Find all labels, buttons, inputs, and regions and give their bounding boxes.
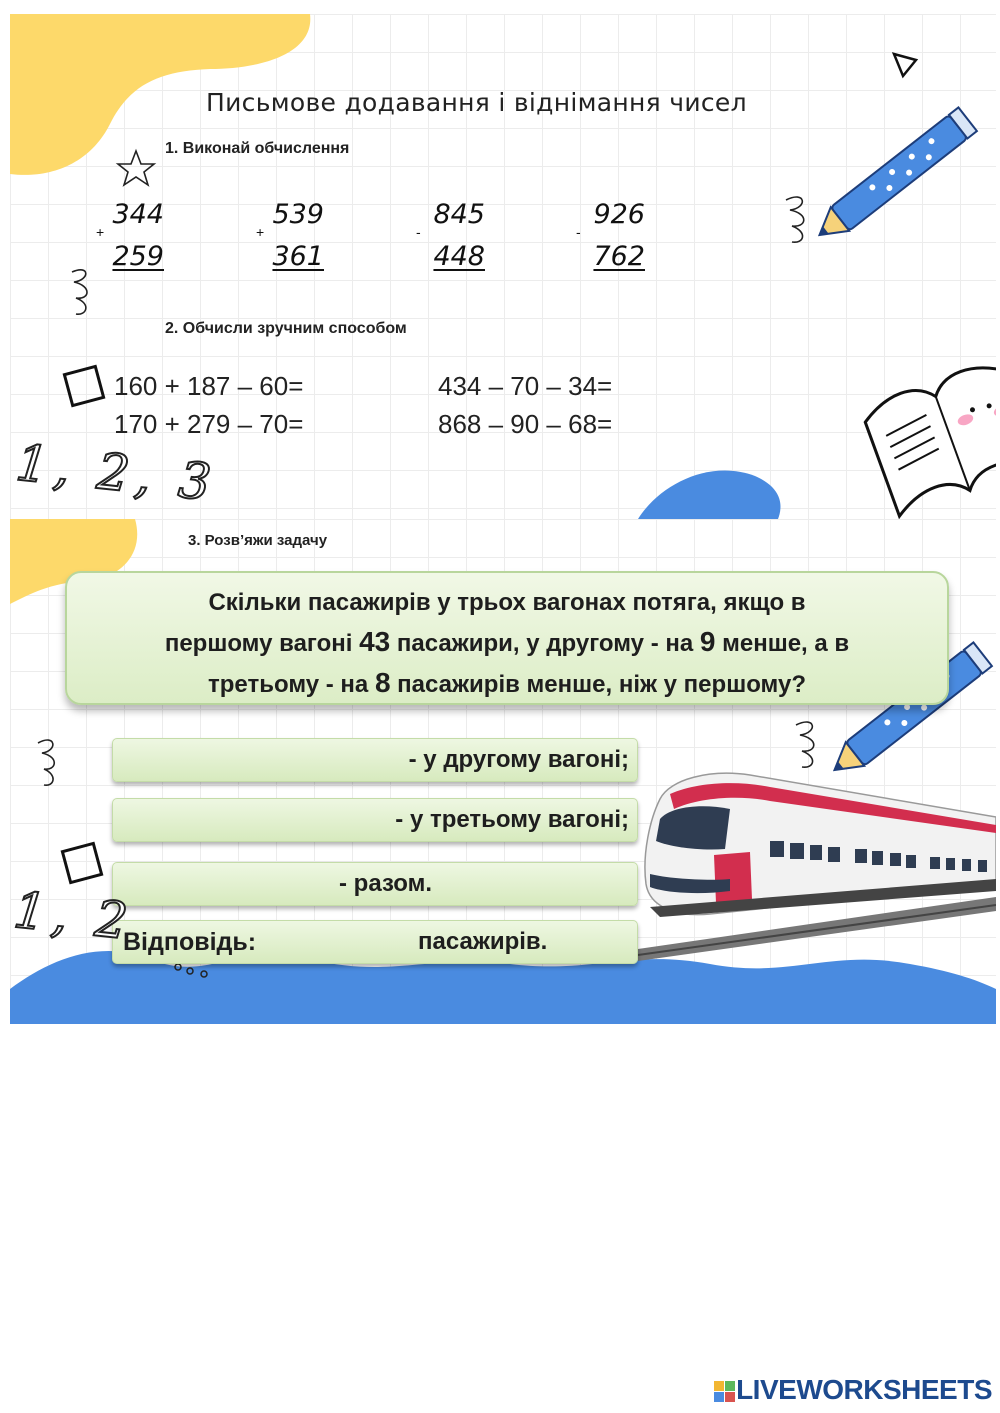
answer-label: - у третьому вагоні; <box>395 806 629 833</box>
train-icon <box>638 773 996 961</box>
numbers-doodle-2: 1, 2 <box>11 880 137 952</box>
operand-bottom: 361 <box>272 241 324 272</box>
operand-top: 845 <box>433 199 485 230</box>
task-2-label: 2. Обчисли зручним способом <box>165 320 407 337</box>
expression-4: 868 – 90 – 68= <box>438 409 613 439</box>
squiggle-doodle-3 <box>38 740 54 785</box>
answer-field-total[interactable] <box>112 862 638 906</box>
page-title: Письмове додавання і віднімання чисел <box>206 88 747 117</box>
triangle-doodle <box>894 54 916 76</box>
problem-line-3 <box>81 663 933 704</box>
blue-wave <box>638 471 780 519</box>
logo-icon <box>714 1381 736 1403</box>
squiggle-doodle-4 <box>796 722 814 767</box>
operation-sign: + <box>256 224 265 240</box>
problem-line-2 <box>81 622 933 663</box>
expression-1: 160 + 187 – 60= <box>114 371 304 401</box>
operand-bottom: 762 <box>593 241 645 272</box>
final-answer-label: Відповідь: <box>123 928 257 956</box>
square-doodle-2 <box>62 843 101 882</box>
liveworksheets-logo <box>714 1374 992 1406</box>
operand-bottom: 448 <box>433 241 485 272</box>
book-icon <box>860 357 996 516</box>
task-1-label: 1. Виконай обчислення <box>165 140 350 157</box>
expression-3: 434 – 70 – 34= <box>438 371 613 401</box>
number-second-diff: 9 <box>699 626 716 657</box>
numbers-doodle: 1, 2, 3 <box>13 433 220 513</box>
number-first-wagon: 43 <box>359 626 391 657</box>
square-doodle <box>64 366 103 405</box>
operand-bottom: 259 <box>112 241 164 272</box>
squiggle-doodle <box>72 270 87 314</box>
expression-2: 170 + 279 – 70= <box>114 409 304 439</box>
slide-word-problem <box>10 519 996 1024</box>
task-3-label: 3. Розв’яжи задачу <box>188 532 328 549</box>
answer-label: - разом. <box>339 870 433 897</box>
operand-top: 926 <box>593 199 645 230</box>
problem-text: менше, а в <box>715 630 850 657</box>
squiggle-doodle-2 <box>786 197 804 242</box>
operand-top: 539 <box>272 199 324 230</box>
pencil-icon <box>810 107 977 246</box>
star-doodle <box>118 151 154 185</box>
answer-field-second-wagon[interactable] <box>112 738 638 782</box>
answer-field-third-wagon[interactable] <box>112 798 638 842</box>
problem-line-1: Скільки пасажирів у трьох вагонах потяга, якщо в <box>208 589 806 616</box>
operation-sign: - <box>416 224 421 240</box>
problem-text: першому вагоні <box>164 630 360 657</box>
answer-field-final[interactable] <box>112 920 638 964</box>
final-answer-unit: пасажирів. <box>418 928 548 955</box>
operation-sign: - <box>576 224 581 240</box>
problem-text: пасажири, у другому - на <box>390 630 700 657</box>
problem-text: пасажирів менше, ніж у першому? <box>390 671 806 698</box>
logo-text: LIVEWORKSHEETS <box>736 1374 992 1405</box>
operation-sign: + <box>96 224 105 240</box>
operand-top: 344 <box>112 199 164 230</box>
answer-label: - у другому вагоні; <box>408 746 629 773</box>
slide-written-calculation <box>10 14 996 519</box>
number-third-diff: 8 <box>374 667 391 698</box>
problem-text-box <box>65 571 949 705</box>
problem-text: третьому - на <box>208 671 375 698</box>
